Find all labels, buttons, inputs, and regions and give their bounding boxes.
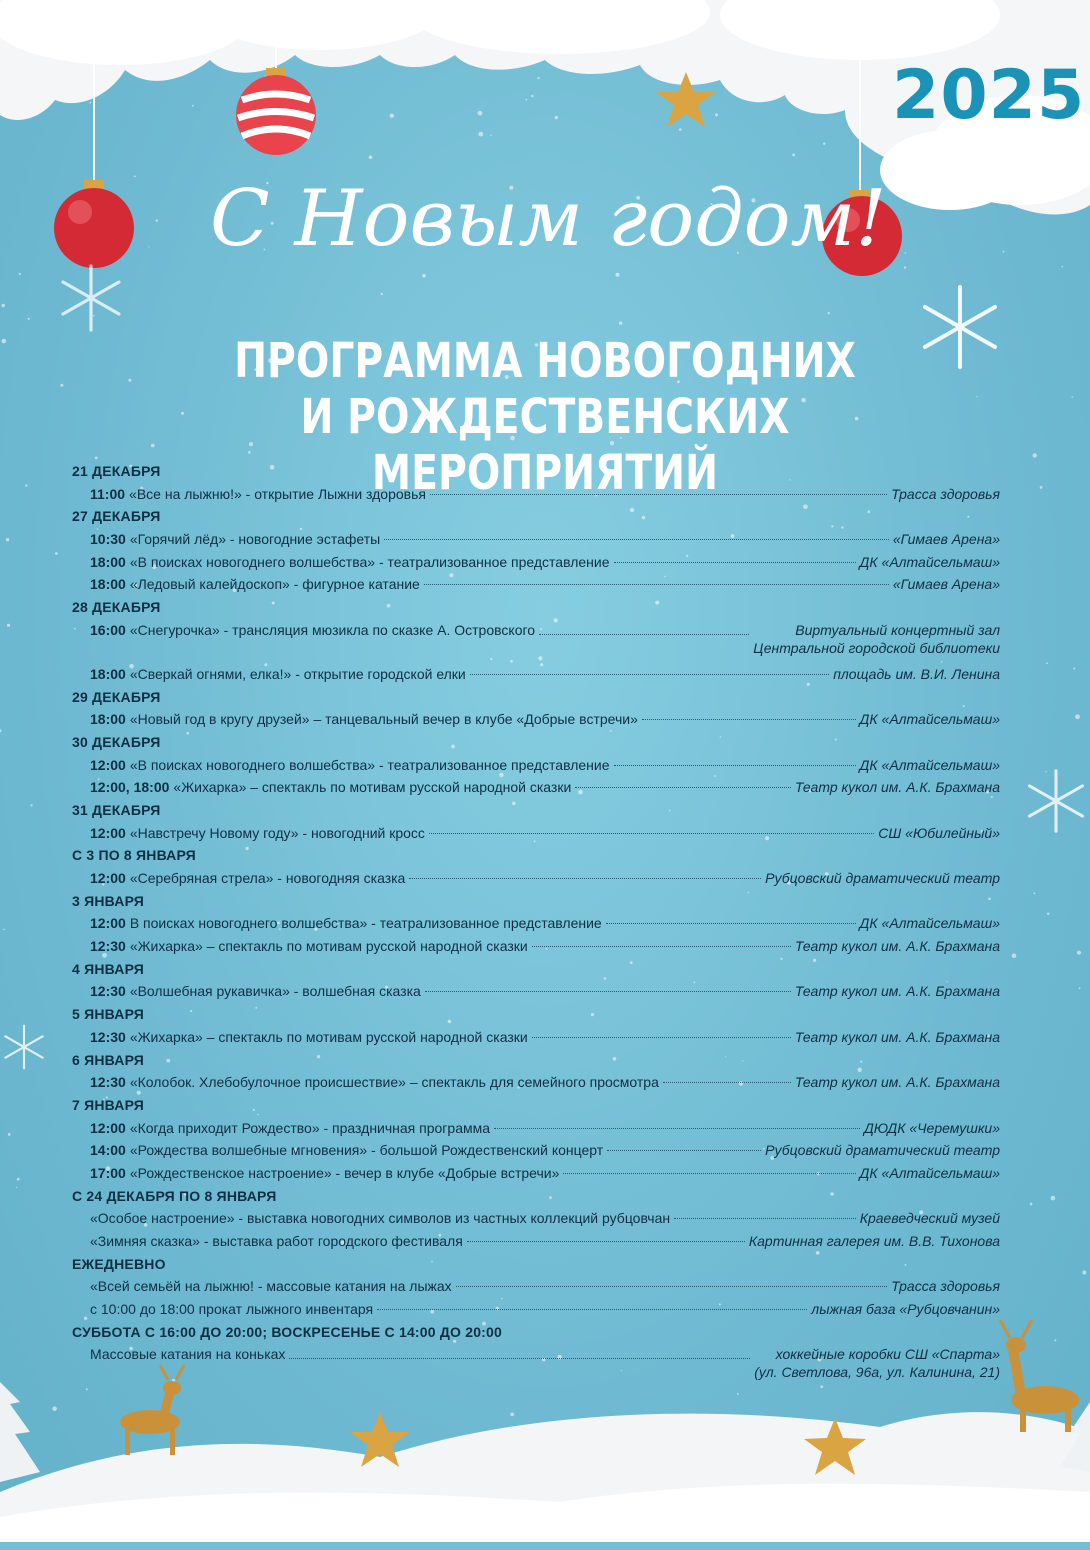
event-title: В поисках новогоднего волшебства» - театрализованное представление — [129, 915, 602, 932]
event-title: «Серебряная стрела» - новогодняя сказка — [129, 870, 406, 886]
venue-line: Краеведческий музей — [859, 1210, 1000, 1227]
dot-leader — [674, 1218, 856, 1219]
event-venue — [891, 1275, 1000, 1298]
event-time: 18:00 — [90, 711, 126, 728]
dot-leader — [429, 833, 874, 834]
greeting-text: С Новым годом! — [210, 174, 887, 264]
event-time: 12:00 — [90, 1119, 126, 1136]
event-title: Массовые катания на коньках — [90, 1346, 286, 1363]
event-time: 18:00 — [90, 665, 126, 682]
event-title: «Снегурочка» - трансляция мюзикла по сказке А. Островского — [129, 621, 536, 638]
dot-leader — [409, 878, 761, 879]
event-title: «Новый год в кругу друзей» – танцевальный вечер в клубе «Добрые встречи» — [129, 711, 638, 728]
venue-line: ДК «Алтайсельмаш» — [859, 711, 1000, 728]
greeting-script — [200, 150, 900, 320]
event-row — [72, 619, 1000, 663]
event-venue — [753, 621, 1000, 657]
snow-speck — [6, 538, 9, 541]
snow-speck — [1033, 453, 1037, 457]
event-venue — [795, 935, 1000, 958]
event-title: «Ледовый калейдоскоп» - фигурное катание — [129, 576, 420, 593]
event-venue — [891, 483, 1000, 506]
venue-line: «Гимаев Арена» — [892, 531, 1000, 548]
event-title: «Горячий лёд» - новогодние эстафеты — [129, 531, 381, 548]
event-time: 12:00 — [90, 915, 126, 932]
schedule-date-heading: 7 ЯНВАРЯ — [72, 1096, 145, 1113]
snow-speck — [1033, 893, 1035, 895]
snow-speck — [25, 484, 27, 486]
event-title: «Особое настроение» - выставка новогодних символов из частных коллекций рубцовчан — [90, 1210, 671, 1227]
event-row — [72, 822, 1000, 845]
dot-leader — [430, 494, 887, 495]
schedule-date-heading: 30 ДЕКАБРЯ — [72, 733, 161, 750]
venue-line: Картинная галерея им. В.В. Тихонова — [748, 1233, 1000, 1249]
event-row — [72, 551, 1000, 574]
event-row — [72, 573, 1000, 596]
title-line-2: И РОЖДЕСТВЕНСКИХ МЕРОПРИЯТИЙ — [300, 389, 790, 501]
dot-leader — [532, 1037, 791, 1038]
event-time: 12:30 — [90, 1028, 126, 1045]
event-row — [72, 1071, 1000, 1094]
event-row — [72, 528, 1000, 551]
event-row — [72, 1207, 1000, 1230]
venue-line: Театр кукол им. А.К. Брахмана — [794, 1074, 1000, 1091]
event-row — [72, 708, 1000, 731]
event-title: «Рождества волшебные мгновения» - большой Рождественский концерт — [129, 1142, 604, 1159]
snowflake-icon — [0, 1005, 48, 1089]
event-venue — [860, 551, 1000, 574]
schedule-date-heading: 21 ДЕКАБРЯ — [72, 463, 161, 479]
schedule-date-heading: 27 ДЕКАБРЯ — [72, 508, 161, 525]
reindeer-right-icon — [1000, 1320, 1079, 1432]
event-time: 12:00 — [90, 870, 126, 886]
snow-speck — [3, 929, 5, 931]
event-title: «Жихарка» – спектакль по мотивам русской народной сказки — [129, 938, 528, 955]
event-time: 16:00 — [90, 621, 126, 638]
event-row — [72, 663, 1000, 686]
event-time: 14:00 — [90, 1142, 126, 1159]
event-time: 12:00, 18:00 — [90, 779, 170, 796]
snow-speck — [16, 1187, 17, 1188]
dot-leader — [614, 765, 856, 766]
reindeer-left-icon — [120, 1365, 184, 1455]
golden-decorations — [0, 1300, 1090, 1500]
dot-leader — [425, 991, 791, 992]
event-venue — [893, 573, 1000, 596]
event-time: 10:30 — [90, 531, 126, 548]
snow-speck — [1012, 954, 1017, 959]
dot-leader — [606, 923, 856, 924]
snow-speck — [8, 1133, 11, 1136]
schedule-date-heading: 5 ЯНВАРЯ — [72, 1006, 145, 1023]
title-line-1: ПРОГРАММА НОВОГОДНИХ — [234, 333, 856, 389]
snow-speck — [1077, 951, 1081, 955]
dot-leader — [456, 1286, 887, 1287]
snow-speck — [1040, 486, 1043, 489]
event-title: «Рождественское настроение» - вечер в клубе «Добрые встречи» — [129, 1164, 560, 1181]
venue-line: Рубцовский драматический театр — [765, 1142, 1000, 1159]
event-venue — [860, 1207, 1000, 1230]
event-row — [72, 754, 1000, 777]
dot-leader — [607, 1150, 761, 1151]
event-title: «Колобок. Хлебобулочное происшествие» – спектакль для семейного просмотра — [129, 1074, 659, 1091]
event-time: 12:30 — [90, 983, 126, 1000]
schedule-date-heading: С 24 ДЕКАБРЯ ПО 8 ЯНВАРЯ — [72, 1187, 277, 1204]
event-row — [72, 867, 1000, 890]
event-venue — [795, 776, 1000, 799]
event-row — [72, 483, 1000, 506]
schedule-date-heading: 31 ДЕКАБРЯ — [72, 801, 161, 818]
event-title: «Волшебная рукавичка» - волшебная сказка — [129, 983, 421, 1000]
event-time: 12:00 — [90, 824, 126, 841]
event-title: «В поисках новогоднего волшебства» - театрализованное представление — [129, 756, 610, 773]
venue-line: Рубцовский драматический театр — [765, 870, 1000, 886]
event-schedule — [72, 460, 1000, 1387]
event-title: «Все на лыжню!» - открытие Лыжни здоровья — [129, 485, 426, 502]
snow-speck — [31, 804, 33, 806]
event-venue — [860, 912, 1000, 935]
event-time: 12:30 — [90, 1074, 126, 1091]
event-venue — [860, 1162, 1000, 1185]
dot-leader — [575, 787, 791, 788]
venue-line: Театр кукол им. А.К. Брахмана — [794, 779, 1000, 796]
event-title: «Когда приходит Рождество» - праздничная программа — [129, 1119, 491, 1136]
schedule-date-heading: 3 ЯНВАРЯ — [72, 892, 145, 909]
schedule-date-heading: 29 ДЕКАБРЯ — [72, 688, 161, 705]
event-title: «Всей семьёй на лыжню! - массовые катания на лыжах — [90, 1278, 452, 1295]
snow-speck — [1046, 662, 1048, 664]
snow-speck — [1030, 1203, 1033, 1206]
event-venue — [860, 754, 1000, 777]
venue-line: Трасса здоровья — [891, 1278, 1000, 1295]
venue-line: ДК «Алтайсельмаш» — [859, 1164, 1000, 1181]
schedule-date-heading: ЕЖЕДНЕВНО — [72, 1255, 166, 1272]
event-row — [72, 980, 1000, 1003]
year-label: 2025 — [892, 56, 1086, 135]
event-title: «В поисках новогоднего волшебства» - театрализованное представление — [129, 553, 610, 570]
venue-line: Театр кукол им. А.К. Брахмана — [794, 983, 1000, 1000]
dot-leader — [424, 584, 889, 585]
event-time: 12:00 — [90, 756, 126, 773]
dot-leader — [563, 1173, 855, 1174]
event-venue — [833, 663, 1000, 686]
event-row — [72, 935, 1000, 958]
schedule-date-heading: С 3 ПО 8 ЯНВАРЯ — [72, 847, 196, 864]
dot-leader — [642, 719, 856, 720]
event-time: 17:00 — [90, 1164, 126, 1181]
event-title: «Зимняя сказка» - выставка работ городского фестиваля — [90, 1233, 463, 1249]
snow-speck — [1079, 987, 1081, 989]
watermark: rubtsovsk — [380, 1490, 689, 1550]
venue-line-2: Центральной городской библиотеки — [753, 639, 1000, 656]
venue-line: Театр кукол им. А.К. Брахмана — [794, 938, 1000, 955]
event-venue — [765, 867, 1000, 890]
snow-speck — [1051, 1196, 1056, 1201]
schedule-date-heading: 28 ДЕКАБРЯ — [72, 599, 161, 616]
snow-speck — [60, 384, 63, 387]
event-venue — [795, 1071, 1000, 1094]
snow-speck — [1073, 668, 1075, 670]
event-time: 18:00 — [90, 553, 126, 570]
event-row — [72, 912, 1000, 935]
event-venue — [893, 528, 1000, 551]
dot-leader — [532, 946, 791, 947]
venue-line: ДК «Алтайсельмаш» — [859, 915, 1000, 932]
star-icon — [350, 1412, 410, 1467]
event-time: 18:00 — [90, 576, 126, 593]
event-title: «Сверкай огнями, елка!» - открытие городской елки — [129, 665, 466, 682]
venue-line: ДК «Алтайсельмаш» — [859, 756, 1000, 773]
event-venue — [878, 822, 1000, 845]
snowflake-icon — [1022, 765, 1090, 837]
schedule-date-heading: 6 ЯНВАРЯ — [72, 1051, 145, 1068]
dot-leader — [614, 562, 856, 563]
schedule-date-heading: СУББОТА С 16:00 ДО 20:00; ВОСКРЕСЕНЬЕ С 14:00 ДО 20:00 — [72, 1323, 503, 1340]
event-time: 12:30 — [90, 938, 126, 955]
venue-line: СШ «Юбилейный» — [878, 824, 1000, 841]
event-title: «Навстречу Новому году» - новогодний кросс — [129, 824, 425, 841]
venue-line-2: (ул. Светлова, 96а, ул. Калинина, 21) — [754, 1364, 1000, 1381]
venue-line: ДК «Алтайсельмаш» — [859, 553, 1000, 570]
snow-speck — [976, 396, 977, 397]
snow-speck — [1075, 714, 1080, 719]
venue-line: лыжная база «Рубцовчанин» — [811, 1301, 1000, 1318]
dot-leader — [494, 1128, 860, 1129]
snow-speck — [128, 379, 131, 382]
event-title: с 10:00 до 18:00 прокат лыжного инвентаря — [90, 1301, 374, 1318]
dot-leader — [470, 674, 829, 675]
snow-speck — [1072, 396, 1073, 397]
event-venue — [860, 708, 1000, 731]
event-row — [72, 1162, 1000, 1185]
venue-line: «Гимаев Арена» — [892, 576, 1000, 593]
event-row — [72, 1026, 1000, 1049]
dot-leader — [467, 1241, 745, 1242]
event-title: «Жихарка» – спектакль по мотивам русской народной сказки — [173, 779, 572, 796]
event-row — [72, 1139, 1000, 1162]
event-venue — [864, 1117, 1000, 1140]
snow-speck — [95, 457, 98, 460]
event-venue — [749, 1230, 1000, 1253]
venue-line: ДЮДК «Черемушки» — [863, 1119, 1000, 1136]
event-time: 11:00 — [90, 485, 126, 502]
snow-speck — [17, 1178, 20, 1181]
snow-speck — [1047, 913, 1049, 915]
schedule-date-heading: 4 ЯНВАРЯ — [72, 960, 145, 977]
event-row — [72, 1275, 1000, 1298]
event-title: «Жихарка» – спектакль по мотивам русской народной сказки — [129, 1028, 528, 1045]
event-venue — [765, 1139, 1000, 1162]
event-venue — [795, 980, 1000, 1003]
snow-speck — [1082, 1271, 1086, 1275]
snow-speck — [55, 552, 58, 555]
venue-line: площадь им. В.И. Ленина — [833, 665, 1000, 682]
dot-leader — [384, 539, 889, 540]
snow-speck — [0, 729, 2, 732]
star-icon — [656, 72, 716, 127]
event-venue — [795, 1026, 1000, 1049]
event-row — [72, 1117, 1000, 1140]
event-row — [72, 1230, 1000, 1253]
snow-speck — [7, 624, 10, 627]
event-row — [72, 776, 1000, 799]
venue-line: Виртуальный концертный зал — [795, 621, 1000, 638]
star-icon — [804, 1418, 866, 1475]
venue-line: Театр кукол им. А.К. Брахмана — [794, 1028, 1000, 1045]
venue-line: хоккейные коробки СШ «Спарта» — [775, 1346, 1000, 1363]
snow-speck — [2, 339, 7, 344]
snowflake-icon — [55, 262, 127, 334]
venue-line: Трасса здоровья — [891, 485, 1000, 502]
dot-leader — [539, 634, 749, 635]
dot-leader — [663, 1082, 791, 1083]
